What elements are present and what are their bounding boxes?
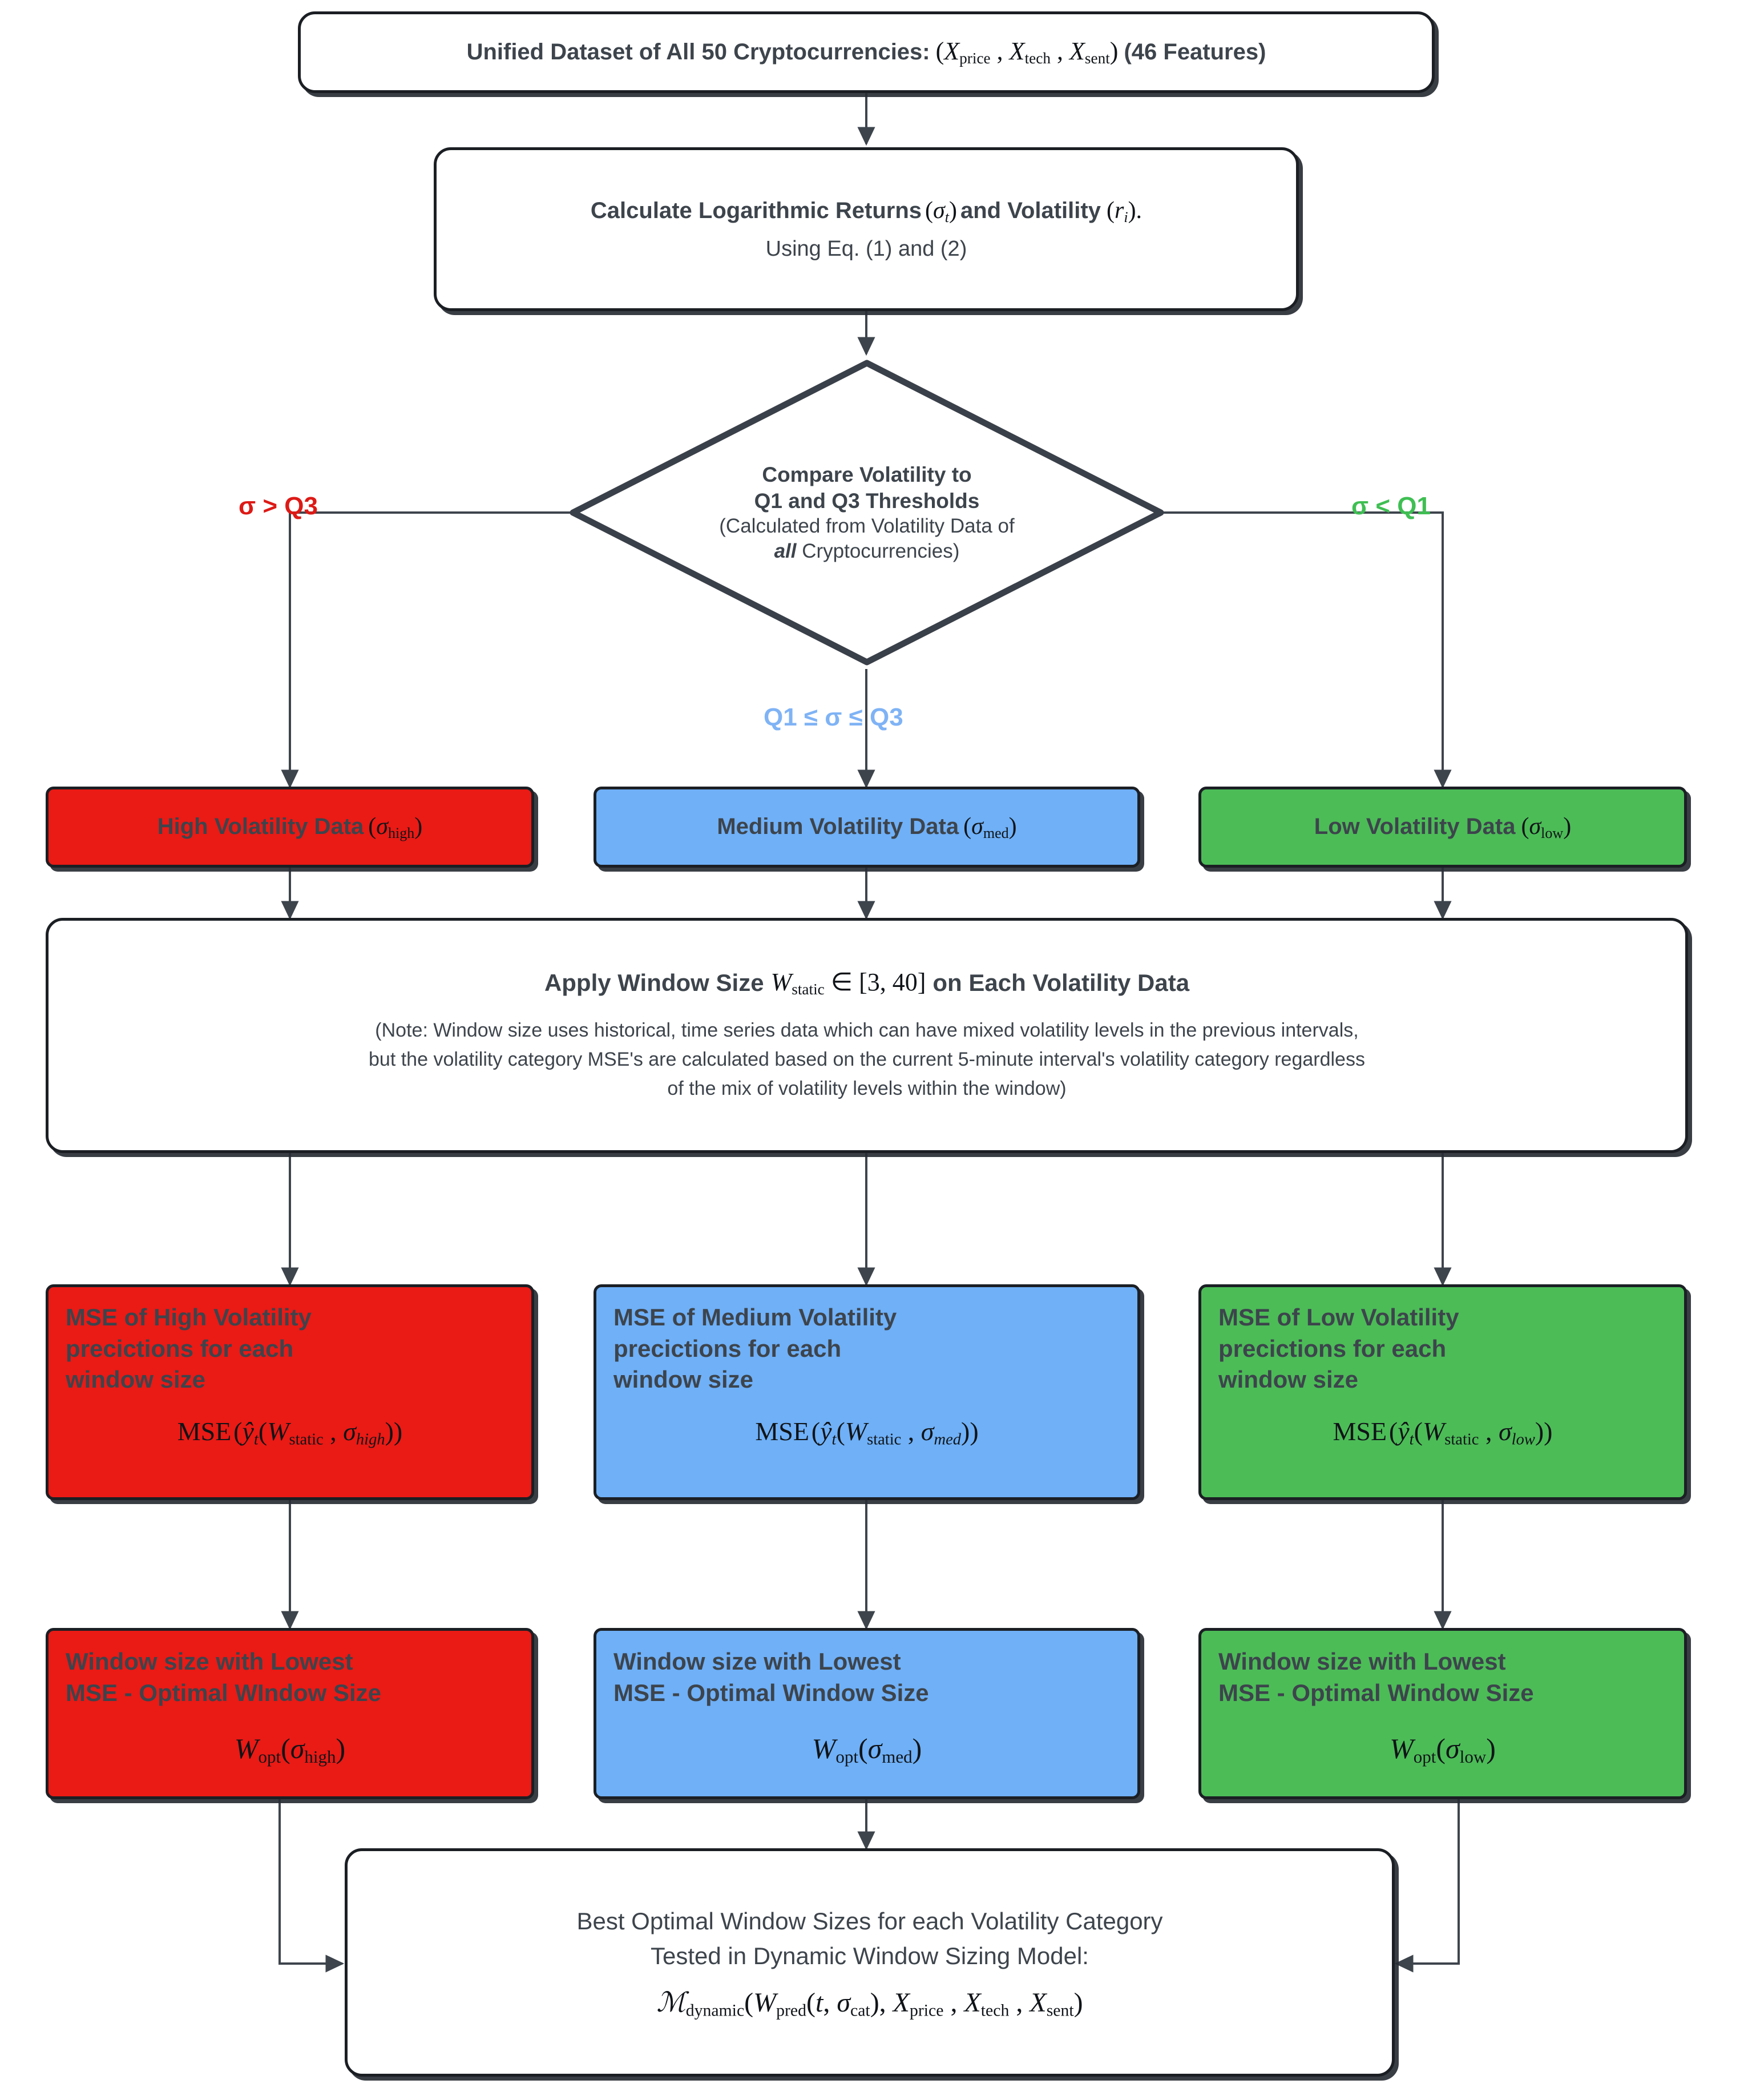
- mse-med-formula: MSE ($ŷ_t(W_{static}$ , $\sigma_{med}$)): [755, 1416, 979, 1449]
- decision-line2: Q1 and Q3 Thresholds: [754, 489, 980, 513]
- node-optimal-high: [46, 1628, 534, 1799]
- mse-low-line1: MSE of Low Volatility: [1218, 1304, 1459, 1331]
- node-mse-medium: [594, 1284, 1140, 1500]
- decision-line4: [661, 539, 1072, 563]
- node-mse-high: [46, 1284, 534, 1500]
- calc-label-b: and Volatility: [960, 198, 1101, 224]
- calc-equation-ref: Using Eq. (1) and (2): [765, 237, 967, 261]
- opt-high-line1: Window size with Lowest: [66, 1648, 353, 1675]
- dataset-label: Unified Dataset of All 50 Cryptocurrencies:: [466, 39, 930, 65]
- opt-med-line1: Window size with Lowest: [613, 1648, 901, 1675]
- mse-high-line1: MSE of High Volatility: [66, 1304, 312, 1331]
- window-note-line3: of the mix of volatility levels within the window): [667, 1077, 1067, 1099]
- calc-sigma-t: $(\sigma_t)$: [925, 197, 957, 225]
- mse-low-line3: window size: [1218, 1366, 1359, 1393]
- mse-low-line2: precictions for each: [1218, 1335, 1447, 1362]
- decision-line3: (Calculated from Volatility Data of: [719, 515, 1015, 538]
- decision-all-emphasis: all: [774, 539, 797, 562]
- opt-high-line2: MSE - Optimal WIndow Size: [66, 1679, 382, 1707]
- dataset-feature-count: (46 Features): [1124, 39, 1266, 65]
- calc-label-a: Calculate Logarithmic Returns: [590, 198, 922, 224]
- window-title-b: on Each Volatility Data: [932, 969, 1190, 997]
- mse-low-formula: MSE ($ŷ_t(W_{static}$ , $\sigma_{low}$)): [1333, 1416, 1553, 1449]
- vol-low-formula: $(\sigma_{low})$: [1521, 813, 1572, 841]
- node-calculate-returns: [434, 147, 1299, 311]
- node-optimal-low: [1198, 1628, 1687, 1799]
- node-apply-window-size: [46, 918, 1688, 1153]
- opt-low-line2: MSE - Optimal Window Size: [1218, 1679, 1534, 1707]
- final-line1: Best Optimal Window Sizes for each Volatility Category: [576, 1908, 1163, 1935]
- opt-low-line1: Window size with Lowest: [1218, 1648, 1506, 1675]
- edge-label-high: σ > Q3: [239, 492, 318, 520]
- node-medium-volatility-data: [594, 787, 1140, 868]
- node-low-volatility-data: [1198, 787, 1687, 868]
- node-compare-volatility: [570, 360, 1164, 666]
- decision-line4-rest: Cryptocurrencies): [802, 539, 960, 562]
- edge-label-low: σ < Q1: [1351, 492, 1431, 520]
- opt-high-formula: $W_{opt}(\sigma_{high})$: [234, 1732, 346, 1767]
- opt-med-formula: $W_{opt}(\sigma_{med})$: [812, 1732, 922, 1767]
- decision-line1: Compare Volatility to: [762, 462, 972, 486]
- final-line2: Tested in Dynamic Window Sizing Model:: [651, 1942, 1089, 1970]
- mse-med-line3: window size: [613, 1366, 754, 1393]
- node-high-volatility-data: [46, 787, 534, 868]
- calc-r-i: $(r_i)$.: [1106, 197, 1142, 225]
- opt-low-formula: $W_{opt}(\sigma_{low})$: [1390, 1732, 1496, 1767]
- dataset-formula: ($X_{price}$ , $X_{tech}$ , $X_{sent}$): [935, 37, 1119, 67]
- vol-med-formula: $(\sigma_{med})$: [963, 813, 1017, 841]
- mse-high-line3: window size: [66, 1366, 206, 1393]
- edge-label-medium: Q1 ≤ σ ≤ Q3: [764, 703, 903, 731]
- node-unified-dataset: [298, 11, 1435, 93]
- node-mse-low: [1198, 1284, 1687, 1500]
- decision-text: [661, 462, 1072, 564]
- window-title-a: Apply Window Size: [544, 969, 764, 997]
- vol-high-formula: $(\sigma_{high})$: [368, 813, 423, 841]
- window-note-line2: but the volatility category MSE's are calculated based on the current 5-minute interval's volatility category regardless: [369, 1048, 1365, 1070]
- opt-med-line2: MSE - Optimal Window Size: [613, 1679, 929, 1707]
- mse-med-line2: precictions for each: [613, 1335, 842, 1362]
- vol-med-label: Medium Volatility Data: [717, 814, 959, 840]
- vol-low-label: Low Volatility Data: [1314, 814, 1516, 840]
- node-optimal-medium: [594, 1628, 1140, 1799]
- mse-med-line1: MSE of Medium Volatility: [613, 1304, 897, 1331]
- window-range-formula: $W_{static}$ ∈ [3, 40]: [770, 968, 926, 998]
- node-best-optimal-window-sizes: [345, 1848, 1395, 2077]
- final-formula: $ℳ_{dynamic}(W_{pred}(t$, $\sigma_{cat}$), $X_{price}$ , $X_{tech}$ , $X_{sent}$): [656, 1988, 1083, 2020]
- window-note-line1: (Note: Window size uses historical, time series data which can have mixed volatility levels in the previous intervals,: [375, 1019, 1359, 1041]
- mse-high-formula: MSE ($ŷ_t(W_{static}$ , $\sigma_{high}$)): [177, 1416, 403, 1449]
- mse-high-line2: precictions for each: [66, 1335, 294, 1362]
- vol-high-label: High Volatility Data: [157, 814, 364, 840]
